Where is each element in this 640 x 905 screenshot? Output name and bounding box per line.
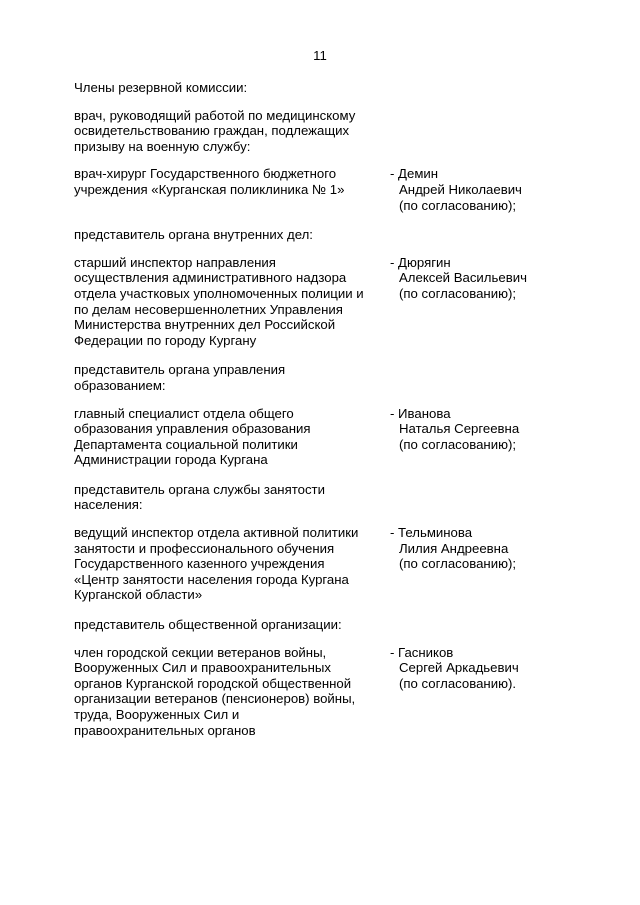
heading-line: представитель органа управления <box>74 362 286 378</box>
name-line: Лилия Андреевна <box>399 540 509 556</box>
name-line: (по согласованию); <box>399 436 517 452</box>
section <box>74 108 554 214</box>
member-role <box>74 406 390 468</box>
role-line: Министерства внутренних дел Российской <box>74 317 336 333</box>
name-line: - Гасников <box>390 644 454 660</box>
member-row <box>74 525 554 603</box>
heading-line: освидетельствованию граждан, подлежащих <box>74 123 350 139</box>
heading-line: представитель органа службы занятости <box>74 481 325 497</box>
role-line: труда, Вооруженных Сил и <box>74 707 240 722</box>
role-line: «Центр занятости населения города Кургана <box>74 571 349 587</box>
page-number: 11 <box>313 48 327 63</box>
name-line: (по согласованию); <box>399 197 517 213</box>
section <box>74 362 554 468</box>
heading-line: представитель общественной организации: <box>74 617 342 633</box>
heading-line: врач, руководящий работой по медицинскому <box>74 107 356 123</box>
member-name <box>390 255 554 349</box>
name-line: (по согласованию). <box>399 675 517 691</box>
heading-line: населения: <box>74 497 143 513</box>
member-role <box>74 525 390 603</box>
name-line: - Иванова <box>390 405 451 421</box>
role-line: Администрации города Кургана <box>74 452 268 468</box>
member-row <box>74 406 554 468</box>
role-line: старший инспектор направления <box>74 254 276 270</box>
section <box>74 482 554 603</box>
role-line: занятости и профессионального обучения <box>74 540 335 556</box>
role-line: организации ветеранов (пенсионеров) войны, <box>74 691 356 707</box>
role-line: осуществления административного надзора <box>74 270 347 286</box>
name-line: Наталья Сергеевна <box>399 421 520 437</box>
role-line: врач-хирург Государственного бюджетного <box>74 166 337 182</box>
section-heading <box>74 482 554 513</box>
role-line: главный специалист отдела общего <box>74 405 294 421</box>
role-line: по делам несовершеннолетних Управления <box>74 301 343 317</box>
role-line: Департамента социальной политики <box>74 436 298 452</box>
member-name <box>390 645 554 739</box>
name-line: Сергей Аркадьевич <box>399 660 519 676</box>
member-role <box>74 166 390 213</box>
section-heading <box>74 617 554 633</box>
name-line: - Демин <box>390 166 439 182</box>
section <box>74 617 554 738</box>
name-line: - Дюрягин <box>390 254 451 270</box>
section <box>74 227 554 348</box>
section-heading <box>74 108 554 155</box>
member-row <box>74 255 554 349</box>
name-line: (по согласованию); <box>399 285 517 301</box>
heading-line: образованием: <box>74 377 166 393</box>
member-row <box>74 166 554 213</box>
role-line: Вооруженных Сил и правоохранительных <box>74 660 331 676</box>
role-line: ведущий инспектор отдела активной политики <box>74 525 359 541</box>
role-line: Государственного казенного учреждения <box>74 556 325 572</box>
role-line: учреждения «Курганская поликлиника № 1» <box>74 181 345 197</box>
section-heading <box>74 227 554 243</box>
role-line: образования управления образования <box>74 421 311 437</box>
section <box>74 80 554 96</box>
heading-line: Члены резервной комиссии: <box>74 80 248 95</box>
role-line: Курганской области» <box>74 587 203 603</box>
member-name <box>390 166 554 213</box>
section-heading <box>74 80 554 96</box>
role-line: член городской секции ветеранов войны, <box>74 644 327 660</box>
name-line: - Тельминова <box>390 525 473 541</box>
member-name <box>390 406 554 468</box>
role-line: органов Курганской городской общественной <box>74 675 352 691</box>
role-line: Федерации по городу Кургану <box>74 332 257 348</box>
name-line: Алексей Васильевич <box>399 270 527 286</box>
member-row <box>74 645 554 739</box>
role-line: правоохранительных органов <box>74 722 256 738</box>
section-heading <box>74 362 554 393</box>
name-line: Андрей Николаевич <box>399 181 522 197</box>
heading-line: представитель органа внутренних дел: <box>74 227 313 243</box>
heading-line: призыву на военную службу: <box>74 138 251 154</box>
member-name <box>390 525 554 603</box>
member-role <box>74 255 390 349</box>
document-body <box>74 80 554 752</box>
role-line: отдела участковых уполномоченных полиции и <box>74 285 364 301</box>
name-line: (по согласованию); <box>399 556 517 572</box>
member-role <box>74 645 390 739</box>
